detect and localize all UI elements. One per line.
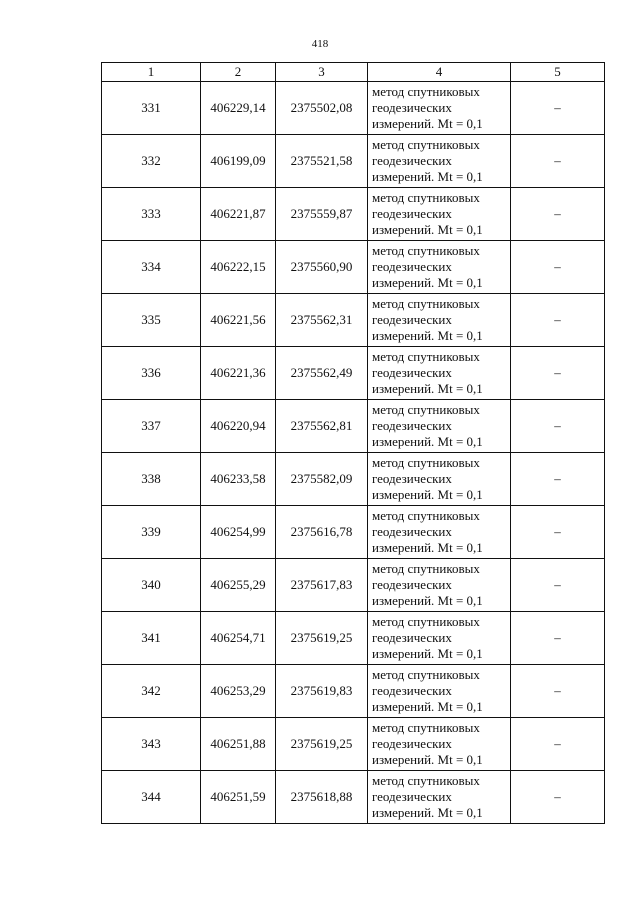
x-coordinate: 406254,71	[201, 612, 276, 665]
x-coordinate: 406251,88	[201, 718, 276, 771]
method-line-1: метод спутниковых	[372, 720, 480, 735]
table-row	[102, 718, 605, 771]
method-line-2: геодезических	[372, 312, 452, 327]
y-coordinate: 2375562,49	[276, 347, 368, 400]
method-line-2: геодезических	[372, 153, 452, 168]
y-coordinate: 2375619,83	[276, 665, 368, 718]
method-line-3: измерений. Mt = 0,1	[372, 699, 483, 714]
point-number: 338	[102, 453, 201, 506]
table-row	[102, 400, 605, 453]
table-row	[102, 241, 605, 294]
method-line-1: метод спутниковых	[372, 243, 480, 258]
column-header-3: 3	[276, 63, 368, 82]
method-line-2: геодезических	[372, 365, 452, 380]
table-row	[102, 294, 605, 347]
method-line-3: измерений. Mt = 0,1	[372, 275, 483, 290]
point-number: 337	[102, 400, 201, 453]
method-line-1: метод спутниковых	[372, 84, 480, 99]
note-cell: –	[511, 506, 605, 559]
table-row	[102, 453, 605, 506]
method-cell	[368, 400, 511, 453]
method-cell	[368, 559, 511, 612]
method-line-3: измерений. Mt = 0,1	[372, 593, 483, 608]
x-coordinate: 406255,29	[201, 559, 276, 612]
point-number: 332	[102, 135, 201, 188]
method-line-1: метод спутниковых	[372, 349, 480, 364]
x-coordinate: 406222,15	[201, 241, 276, 294]
method-cell	[368, 82, 511, 135]
method-line-1: метод спутниковых	[372, 137, 480, 152]
method-line-2: геодезических	[372, 630, 452, 645]
y-coordinate: 2375562,31	[276, 294, 368, 347]
method-line-1: метод спутниковых	[372, 296, 480, 311]
method-line-2: геодезических	[372, 789, 452, 804]
note-cell: –	[511, 135, 605, 188]
method-cell	[368, 718, 511, 771]
method-line-3: измерений. Mt = 0,1	[372, 752, 483, 767]
x-coordinate: 406221,56	[201, 294, 276, 347]
note-cell: –	[511, 771, 605, 824]
table-row	[102, 347, 605, 400]
point-number: 336	[102, 347, 201, 400]
y-coordinate: 2375521,58	[276, 135, 368, 188]
note-cell: –	[511, 82, 605, 135]
y-coordinate: 2375618,88	[276, 771, 368, 824]
table-row	[102, 771, 605, 824]
method-line-2: геодезических	[372, 683, 452, 698]
y-coordinate: 2375617,83	[276, 559, 368, 612]
method-line-3: измерений. Mt = 0,1	[372, 116, 483, 131]
point-number: 341	[102, 612, 201, 665]
x-coordinate: 406254,99	[201, 506, 276, 559]
point-number: 335	[102, 294, 201, 347]
page-number: 418	[311, 38, 329, 50]
method-cell	[368, 347, 511, 400]
y-coordinate: 2375619,25	[276, 612, 368, 665]
y-coordinate: 2375616,78	[276, 506, 368, 559]
point-number: 343	[102, 718, 201, 771]
note-cell: –	[511, 241, 605, 294]
point-number: 342	[102, 665, 201, 718]
method-line-2: геодезических	[372, 736, 452, 751]
method-line-2: геодезических	[372, 206, 452, 221]
method-cell	[368, 241, 511, 294]
method-cell	[368, 506, 511, 559]
method-line-2: геодезических	[372, 259, 452, 274]
x-coordinate: 406229,14	[201, 82, 276, 135]
table-row	[102, 82, 605, 135]
x-coordinate: 406253,29	[201, 665, 276, 718]
x-coordinate: 406199,09	[201, 135, 276, 188]
y-coordinate: 2375559,87	[276, 188, 368, 241]
point-number: 340	[102, 559, 201, 612]
y-coordinate: 2375502,08	[276, 82, 368, 135]
table-row	[102, 135, 605, 188]
column-header-1: 1	[102, 63, 201, 82]
method-line-3: измерений. Mt = 0,1	[372, 487, 483, 502]
note-cell: –	[511, 400, 605, 453]
x-coordinate: 406221,87	[201, 188, 276, 241]
point-number: 334	[102, 241, 201, 294]
table-header-row	[102, 63, 605, 82]
method-line-3: измерений. Mt = 0,1	[372, 646, 483, 661]
method-line-1: метод спутниковых	[372, 455, 480, 470]
column-header-2: 2	[201, 63, 276, 82]
note-cell: –	[511, 294, 605, 347]
table-row	[102, 612, 605, 665]
method-cell	[368, 453, 511, 506]
y-coordinate: 2375562,81	[276, 400, 368, 453]
note-cell: –	[511, 559, 605, 612]
method-line-2: геодезических	[372, 471, 452, 486]
method-line-1: метод спутниковых	[372, 190, 480, 205]
method-line-1: метод спутниковых	[372, 667, 480, 682]
method-cell	[368, 771, 511, 824]
method-line-1: метод спутниковых	[372, 614, 480, 629]
x-coordinate: 406220,94	[201, 400, 276, 453]
method-line-3: измерений. Mt = 0,1	[372, 328, 483, 343]
method-line-2: геодезических	[372, 100, 452, 115]
note-cell: –	[511, 718, 605, 771]
x-coordinate: 406233,58	[201, 453, 276, 506]
column-header-4: 4	[368, 63, 511, 82]
coordinates-table	[101, 62, 605, 824]
method-line-1: метод спутниковых	[372, 508, 480, 523]
note-cell: –	[511, 347, 605, 400]
point-number: 331	[102, 82, 201, 135]
table-row	[102, 506, 605, 559]
method-line-2: геодезических	[372, 418, 452, 433]
y-coordinate: 2375619,25	[276, 718, 368, 771]
table-row	[102, 559, 605, 612]
table-row	[102, 188, 605, 241]
method-cell	[368, 665, 511, 718]
point-number: 333	[102, 188, 201, 241]
method-line-3: измерений. Mt = 0,1	[372, 169, 483, 184]
method-line-1: метод спутниковых	[372, 561, 480, 576]
note-cell: –	[511, 188, 605, 241]
method-line-3: измерений. Mt = 0,1	[372, 540, 483, 555]
method-line-3: измерений. Mt = 0,1	[372, 434, 483, 449]
point-number: 339	[102, 506, 201, 559]
y-coordinate: 2375582,09	[276, 453, 368, 506]
y-coordinate: 2375560,90	[276, 241, 368, 294]
method-line-3: измерений. Mt = 0,1	[372, 381, 483, 396]
method-cell	[368, 294, 511, 347]
method-line-1: метод спутниковых	[372, 773, 480, 788]
method-line-2: геодезических	[372, 577, 452, 592]
method-line-2: геодезических	[372, 524, 452, 539]
x-coordinate: 406221,36	[201, 347, 276, 400]
method-cell	[368, 188, 511, 241]
method-line-3: измерений. Mt = 0,1	[372, 805, 483, 820]
note-cell: –	[511, 453, 605, 506]
x-coordinate: 406251,59	[201, 771, 276, 824]
method-line-1: метод спутниковых	[372, 402, 480, 417]
note-cell: –	[511, 665, 605, 718]
point-number: 344	[102, 771, 201, 824]
table-row	[102, 665, 605, 718]
method-cell	[368, 612, 511, 665]
method-cell	[368, 135, 511, 188]
note-cell: –	[511, 612, 605, 665]
column-header-5: 5	[511, 63, 605, 82]
method-line-3: измерений. Mt = 0,1	[372, 222, 483, 237]
